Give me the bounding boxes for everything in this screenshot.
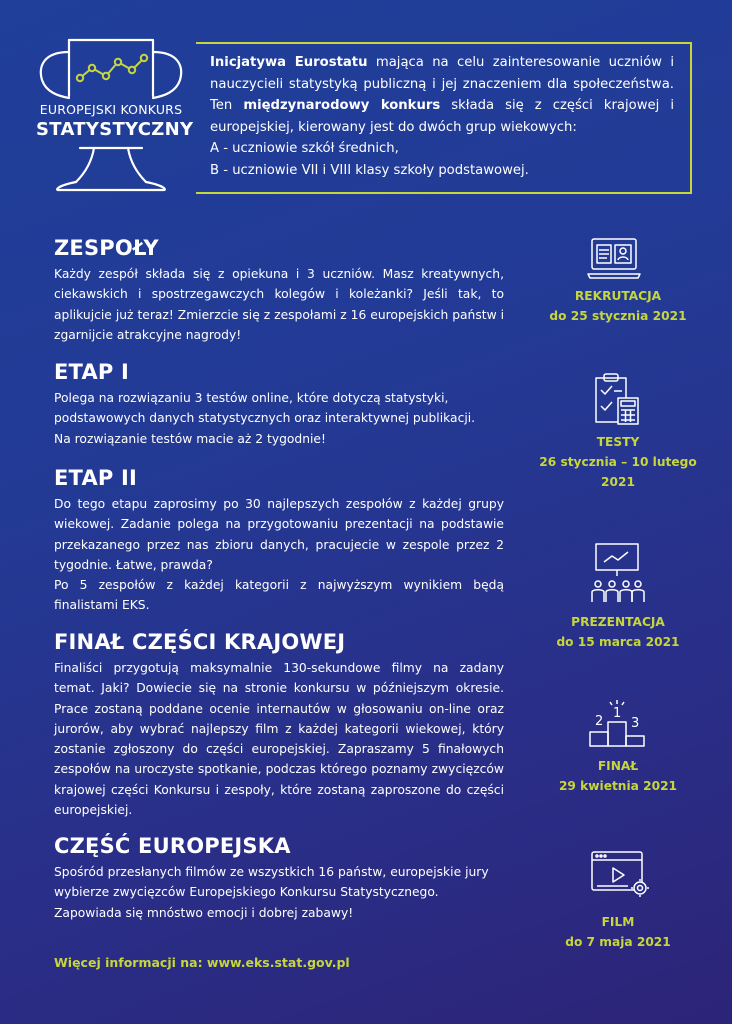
intro-group-b: B - uczniowie VII i VIII klasy szkoły podstawowej. [210, 162, 529, 178]
section-body-line: Na rozwiązanie testów macie aż 2 tygodnie! [54, 431, 326, 446]
more-info-footer: Więcej informacji na: www.eks.stat.gov.pl [54, 955, 350, 970]
intro-group-a: A - uczniowie szkół średnich, [210, 141, 399, 157]
section-body: Każdy zespół składa się z opiekuna i 3 uczniów. Masz kreatywnych, ciekawskich i spostrzegawczych kolegów i koleżanki? Jeśli tak, to aplikujcie już teraz! Zmierzcie się z zespołami z 16 europejskich państw i zgarnijcie atrakcyjne nagrody! [54, 267, 504, 342]
section-stage-1 [54, 360, 504, 449]
section-body [54, 388, 504, 449]
section-body-line: Polega na rozwiązaniu 3 testów online, które dotyczą statystyki, [54, 391, 449, 405]
stage-recruitment [532, 286, 704, 326]
contest-logo [36, 36, 194, 196]
stage-date: do 7 maja 2021 [565, 935, 671, 949]
stage-name: FINAŁ [597, 759, 639, 773]
section-teams [54, 236, 504, 345]
video-film-icon [588, 850, 652, 900]
stage-name: PREZENTACJA [571, 615, 665, 629]
section-title: FINAŁ CZĘŚCI KRAJOWEJ [54, 630, 346, 654]
section-title: ZESPOŁY [54, 236, 159, 260]
stage-date: do 25 stycznia 2021 [549, 309, 687, 323]
section-body: Finaliści przygotują maksymalnie 130-sekundowe filmy na zadany temat. Jaki? Dowiecie się na stronie konkursu w późniejszym okresie. Prace zostaną poddane ocenie internautów w głosowaniu on-line oraz jurorów, aby wybrać najlepszy film z każdej kategorii wiekowej, który zostanie zgłoszony do części europejskiej. Zapraszamy 5 finałowych zespołów na uroczyste spotkanie, podczas którego poznamy zwycięzców krajowej części Konkursu i zespoły, które zostaną zaproszone do części europejskiej. [54, 661, 504, 818]
stage-name: FILM [601, 915, 635, 929]
presentation-icon [586, 540, 648, 606]
section-body-line: Zapowiada się mnóstwo emocji i dobrej zabawy! [54, 905, 354, 920]
section-european-part [54, 834, 504, 923]
intro-text2: składa się z części krajowej i europejskiej, kierowany jest do dwóch grup wiekowych: [210, 98, 674, 135]
intro-bold-contest: międzynarodowy konkurs [243, 98, 441, 114]
section-body-line: Spośród przesłanych filmów ze wszystkich 16 państw, europejskie jury [54, 865, 489, 879]
podium-icon [586, 698, 648, 750]
logo-line1: EUROPEJSKI KONKURS [39, 102, 183, 117]
section-stage-2 [54, 466, 504, 616]
podium-second-label: 2 [595, 714, 604, 729]
stage-presentation [532, 612, 704, 652]
intro-box [196, 42, 692, 194]
podium-first-label: 1 [613, 706, 622, 721]
stage-date: 2021 [601, 475, 635, 489]
stage-name: REKRUTACJA [574, 289, 662, 303]
section-body [54, 862, 504, 923]
stage-date: do 15 marca 2021 [556, 635, 680, 649]
section-title: CZĘŚĆ EUROPEJSKA [54, 834, 291, 858]
test-checklist-icon [592, 372, 642, 426]
stage-film [532, 912, 704, 952]
section-body-line: podstawowych danych statystycznych oraz interaktywnej publikacji. [54, 411, 476, 426]
section-national-final [54, 630, 504, 820]
section-title: ETAP I [54, 360, 130, 384]
stage-date: 26 stycznia – 10 lutego [539, 455, 697, 469]
stage-date: 29 kwietnia 2021 [558, 779, 678, 793]
section-title: ETAP II [54, 466, 138, 490]
laptop-icon [586, 236, 642, 280]
podium-third-label: 3 [631, 716, 640, 731]
section-body: Do tego etapu zaprosimy po 30 najlepszych zespołów z każdej grupy wiekowej. Zadanie polega na przygotowaniu prezentacji na podstawie przekazanego przez nas zbioru danych, pracujecie w zespole przez 2 tygodnie. Łatwe, prawda? [54, 497, 504, 572]
section-body-line: wybierze zwycięzców Europejskiego Konkursu Statystycznego. [54, 885, 439, 900]
intro-bold-eurostat: Inicjatywa Eurostatu [210, 55, 368, 70]
intro-paragraph [210, 52, 674, 138]
stage-final [532, 756, 704, 796]
intro-text1: mająca na celu zainteresowanie uczniów i nauczycieli statystyką publiczną i jej znaczeniem dla społeczeństwa. Ten [210, 55, 674, 114]
logo-line2: STATYSTYCZNY [36, 119, 194, 140]
stage-name: TESTY [596, 435, 640, 449]
section-body-2: Po 5 zespołów z każdej kategorii z najwyższym wynikiem będą finalistami EKS. [54, 578, 504, 613]
stage-tests [532, 432, 704, 492]
